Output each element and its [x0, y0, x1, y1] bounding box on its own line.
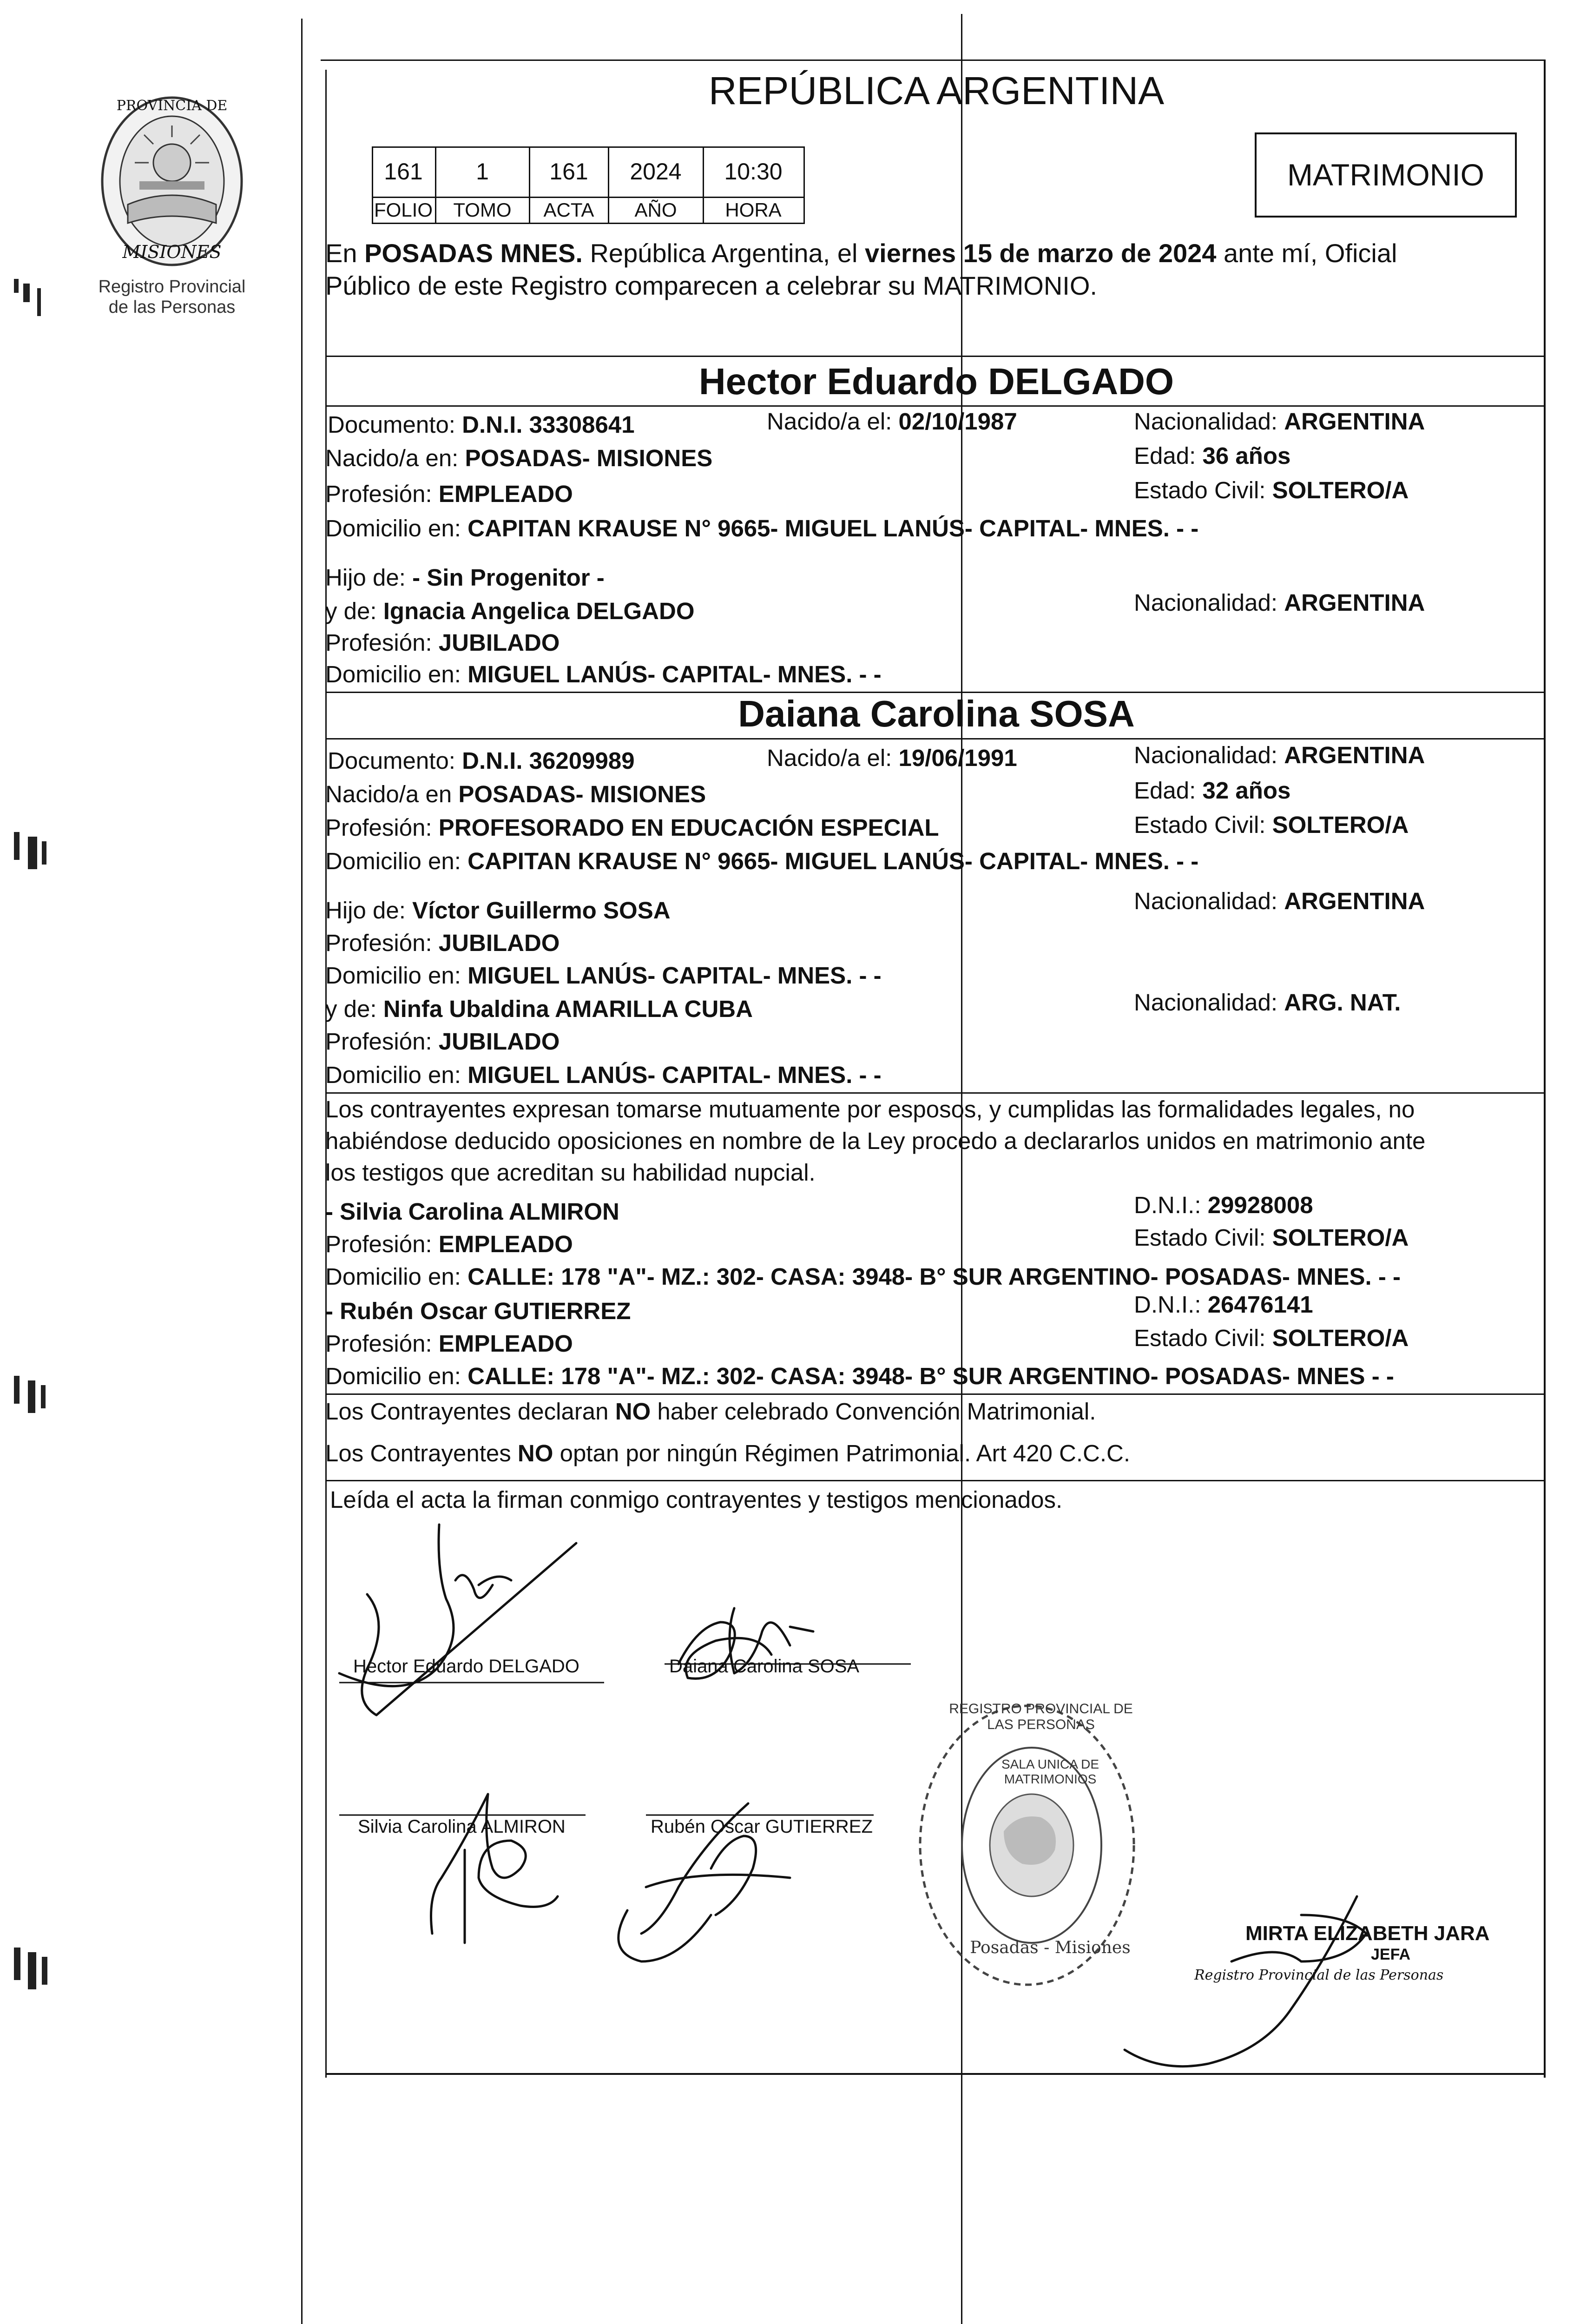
c2-estado-civil: Estado Civil: SOLTERO/A [1134, 812, 1409, 838]
firma-t1-caption: Silvia Carolina ALMIRON [358, 1816, 566, 1837]
testigo1-dni: D.N.I.: 29928008 [1134, 1192, 1313, 1218]
convencion-line2: Los Contrayentes NO optan por ningún Régimen Patrimonial. Art 420 C.C.C. [325, 1440, 1131, 1466]
c2-edad: Edad: 32 años [1134, 777, 1291, 804]
registry-box [372, 146, 804, 223]
testigo2-profesion: Profesión: EMPLEADO [325, 1330, 573, 1357]
declaracion-line3: los testigos que acreditan su habilidad nupcial. [325, 1159, 816, 1186]
intro-suffix: ante mí, Oficial [1216, 238, 1397, 268]
intro-line1 [325, 238, 1397, 269]
contrayente1-name: Hector Eduardo DELGADO [698, 361, 1174, 402]
section-divider [325, 1480, 1546, 1481]
c2-nacionalidad: Nacionalidad: ARGENTINA [1134, 742, 1425, 768]
firma-c1-caption: Hector Eduardo DELGADO [353, 1656, 579, 1677]
convencion-line1: Los Contrayentes declaran NO haber celebrado Convención Matrimonial. [325, 1398, 1096, 1425]
intro-place: POSADAS MNES. [364, 238, 583, 268]
c2-padre-nacionalidad: Nacionalidad: ARGENTINA [1134, 888, 1425, 914]
c1-madre-profesion: Profesión: JUBILADO [325, 629, 560, 656]
frame-bottom-border [325, 2073, 1546, 2075]
hora-label: HORA [725, 199, 782, 221]
section-divider [325, 405, 1546, 407]
section-divider [325, 356, 1546, 357]
c2-madre-domicilio: Domicilio en: MIGUEL LANÚS- CAPITAL- MNES. - - [325, 1062, 882, 1088]
stamp-ring-top: REGISTRO PROVINCIAL DE LAS PERSONAS [949, 1701, 1133, 1732]
c2-madre: y de: Ninfa Ubaldina AMARILLA CUBA [325, 996, 753, 1022]
testigo1-name: - Silvia Carolina ALMIRON [325, 1198, 619, 1225]
section-divider [325, 738, 1546, 739]
contrayente2-name: Daiana Carolina SOSA [738, 693, 1135, 734]
intro-prefix: En [325, 238, 365, 268]
record-type-box: MATRIMONIO [1255, 132, 1517, 218]
firma-c2-caption: Daiana Carolina SOSA [669, 1656, 860, 1677]
declaracion-line2: habiéndose deducido oposiciones en nombre de la Ley procedo a declararlos unidos en matrimonio ante [325, 1128, 1426, 1154]
intro-mid: República Argentina, el [582, 238, 865, 268]
logo-caption-line2: de las Personas [108, 297, 236, 317]
c1-edad: Edad: 36 años [1134, 442, 1291, 469]
c2-domicilio: Domicilio en: CAPITAN KRAUSE N° 9665- MIGUEL LANÚS- CAPITAL- MNES. - - [325, 848, 1199, 874]
registry-logo [84, 93, 260, 279]
c2-padre-domicilio: Domicilio en: MIGUEL LANÚS- CAPITAL- MNES. - - [325, 962, 882, 989]
tomo-label: TOMO [453, 199, 512, 221]
intro-date: viernes 15 de marzo de 2024 [864, 238, 1217, 268]
c2-documento: Documento: D.N.I. 36209989 [328, 747, 635, 774]
seal-text-top: PROVINCIA DE [116, 98, 228, 114]
logo-caption-line1: Registro Provincial [98, 277, 246, 297]
stamp-ring-inner: SALA UNICA DE MATRIMONIOS [1001, 1757, 1099, 1786]
c2-padre: Hijo de: Víctor Guillermo SOSA [325, 897, 671, 924]
c1-domicilio: Domicilio en: CAPITAN KRAUSE N° 9665- MIGUEL LANÚS- CAPITAL- MNES. - - [325, 515, 1199, 541]
c2-padre-profesion: Profesión: JUBILADO [325, 930, 560, 956]
c1-nacionalidad: Nacionalidad: ARGENTINA [1134, 408, 1425, 435]
seal-text-bottom: MISIONES [122, 242, 222, 262]
c1-padre: Hijo de: - Sin Progenitor - [325, 564, 605, 591]
c1-madre: y de: Ignacia Angelica DELGADO [325, 598, 695, 624]
c2-madre-nacionalidad: Nacionalidad: ARG. NAT. [1134, 989, 1401, 1016]
section-divider [325, 1092, 1546, 1094]
folio-value: 161 [384, 158, 423, 185]
testigo2-dni: D.N.I.: 26476141 [1134, 1291, 1313, 1318]
testigo1-domicilio: Domicilio en: CALLE: 178 "A"- MZ.: 302- CASA: 3948- B° SUR ARGENTINO- POSADAS- MNES. - - [325, 1263, 1401, 1290]
c1-estado-civil: Estado Civil: SOLTERO/A [1134, 477, 1409, 503]
c1-madre-nacionalidad: Nacionalidad: ARGENTINA [1134, 589, 1425, 616]
oficial-entidad: Registro Provincial de las Personas [1194, 1967, 1444, 1983]
testigo1-profesion: Profesión: EMPLEADO [325, 1231, 573, 1257]
folio-label: FOLIO [374, 199, 433, 221]
anio-value: 2024 [630, 158, 682, 185]
c1-nacido-en: Nacido/a en: POSADAS- MISIONES [325, 445, 713, 471]
tomo-value: 1 [476, 158, 489, 185]
frame-top-border [321, 59, 1546, 61]
c2-nacido-en: Nacido/a en POSADAS- MISIONES [325, 781, 706, 807]
section-divider [325, 1393, 1546, 1395]
testigo2-name: - Rubén Oscar GUTIERREZ [325, 1298, 631, 1324]
testigo2-domicilio: Domicilio en: CALLE: 178 "A"- MZ.: 302- CASA: 3948- B° SUR ARGENTINO- POSADAS- MNES - - [325, 1363, 1394, 1389]
acta-label: ACTA [543, 199, 594, 221]
intro-line2: Público de este Registro comparecen a celebrar su MATRIMONIO. [325, 271, 1097, 300]
c1-profesion: Profesión: EMPLEADO [325, 481, 573, 507]
stamp-ring-bottom: Posadas - Misiones [970, 1938, 1131, 1957]
acta-value: 161 [549, 158, 588, 185]
c1-documento: Documento: D.N.I. 33308641 [328, 411, 635, 438]
cierre-text: Leída el acta la firman conmigo contrayentes y testigos mencionados. [330, 1486, 1063, 1513]
hora-value: 10:30 [724, 158, 783, 185]
declaracion-line1: Los contrayentes expresan tomarse mutuamente por esposos, y cumplidas las formalidades legales, no [325, 1096, 1415, 1122]
anio-label: AÑO [634, 199, 677, 221]
testigo2-estado-civil: Estado Civil: SOLTERO/A [1134, 1325, 1409, 1351]
margin-line [301, 19, 303, 2324]
oficial-name: MIRTA ELIZABETH JARA [1245, 1922, 1490, 1945]
c2-profesion: Profesión: PROFESORADO EN EDUCACIÓN ESPECIAL [325, 814, 939, 841]
document-title: REPÚBLICA ARGENTINA [708, 69, 1165, 112]
testigo1-estado-civil: Estado Civil: SOLTERO/A [1134, 1224, 1409, 1251]
firma-t2-caption: Rubén Oscar GUTIERREZ [651, 1816, 873, 1837]
c2-madre-profesion: Profesión: JUBILADO [325, 1028, 560, 1055]
c2-nacido-el: Nacido/a el: 19/06/1991 [767, 745, 1017, 771]
c1-nacido-el: Nacido/a el: 02/10/1987 [767, 408, 1017, 435]
c1-madre-domicilio: Domicilio en: MIGUEL LANÚS- CAPITAL- MNES. - - [325, 661, 882, 687]
oficial-cargo: JEFA [1371, 1946, 1411, 1963]
logo-caption [70, 277, 274, 317]
